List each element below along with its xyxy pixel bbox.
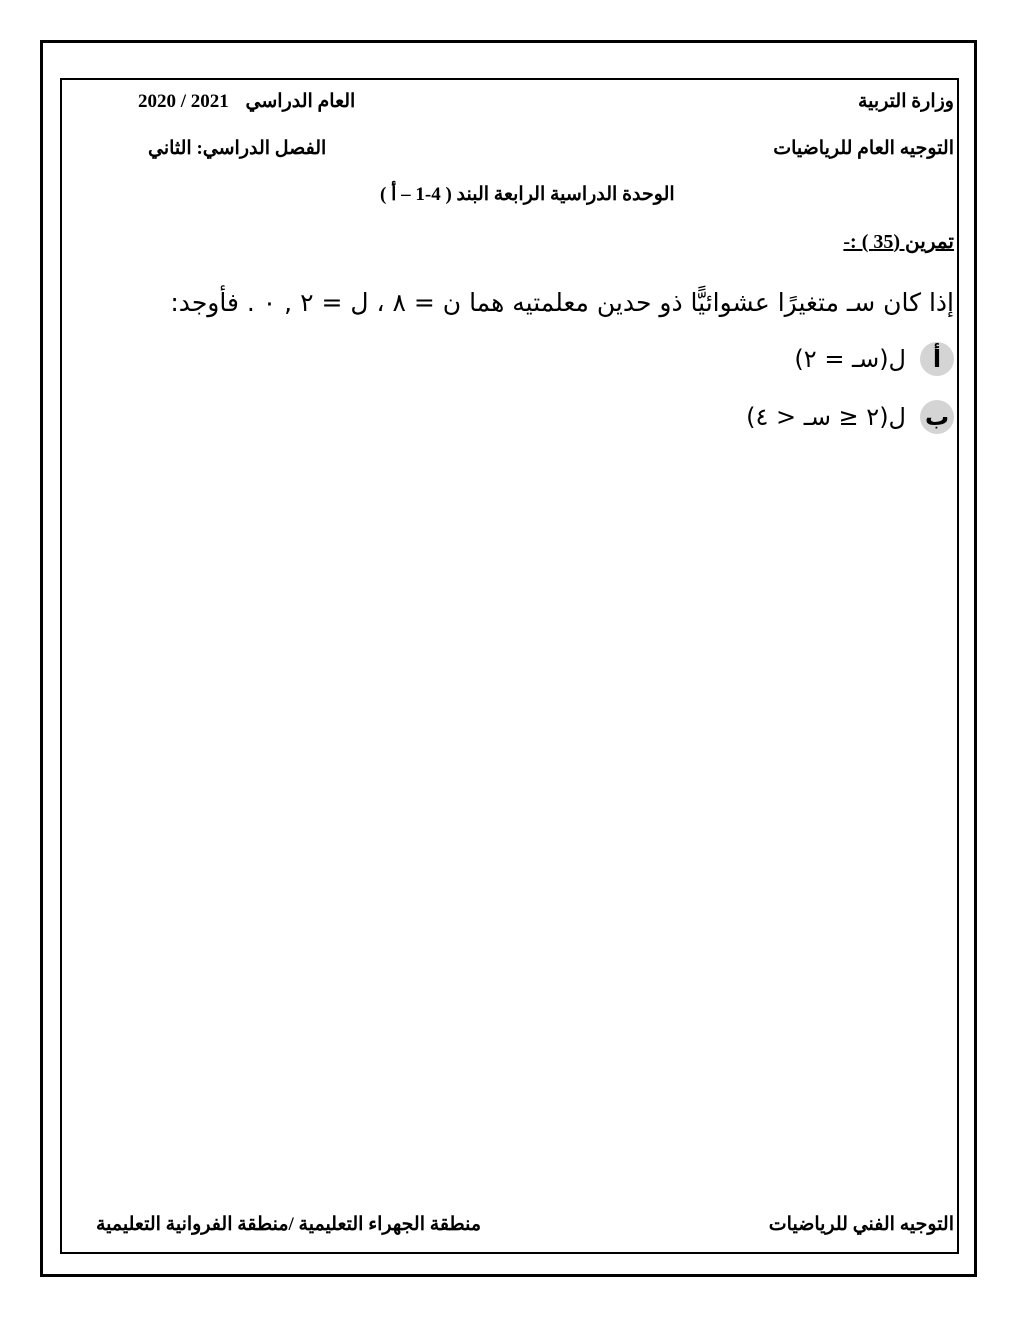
academic-year-value: 2020 / 2021 — [138, 91, 229, 112]
question-text: إذا كان سـ متغيرًا عشوائيًّا ذو حدين معلمتيه هما ن = ٨ ، ل = ٢ , ٠ . فأوجد: — [170, 288, 954, 317]
part-b-badge: ب — [920, 400, 954, 434]
ministry-name: وزارة التربية — [857, 91, 954, 112]
exercise-label: تمرين (35 ) :- — [843, 231, 954, 253]
inner-border — [60, 78, 959, 1254]
academic-year — [138, 90, 355, 113]
department-name: التوجيه العام للرياضيات — [773, 138, 954, 159]
unit-title: الوحدة الدراسية الرابعة البند ( 4-1 – أ ) — [380, 184, 675, 205]
part-a — [794, 342, 954, 376]
part-b-expression: ل(٢ ≤ سـ < ٤) — [746, 403, 906, 431]
part-a-expression: ل(سـ = ٢) — [794, 345, 906, 373]
semester: الفصل الدراسي: الثاني — [148, 138, 327, 159]
academic-year-label: العام الدراسي — [245, 91, 356, 112]
footer-region: منطقة الجهراء التعليمية /منطقة الفروانية التعليمية — [96, 1214, 482, 1235]
part-a-badge: أ — [920, 342, 954, 376]
footer-department: التوجيه الفني للرياضيات — [768, 1214, 954, 1235]
part-b — [746, 400, 954, 434]
